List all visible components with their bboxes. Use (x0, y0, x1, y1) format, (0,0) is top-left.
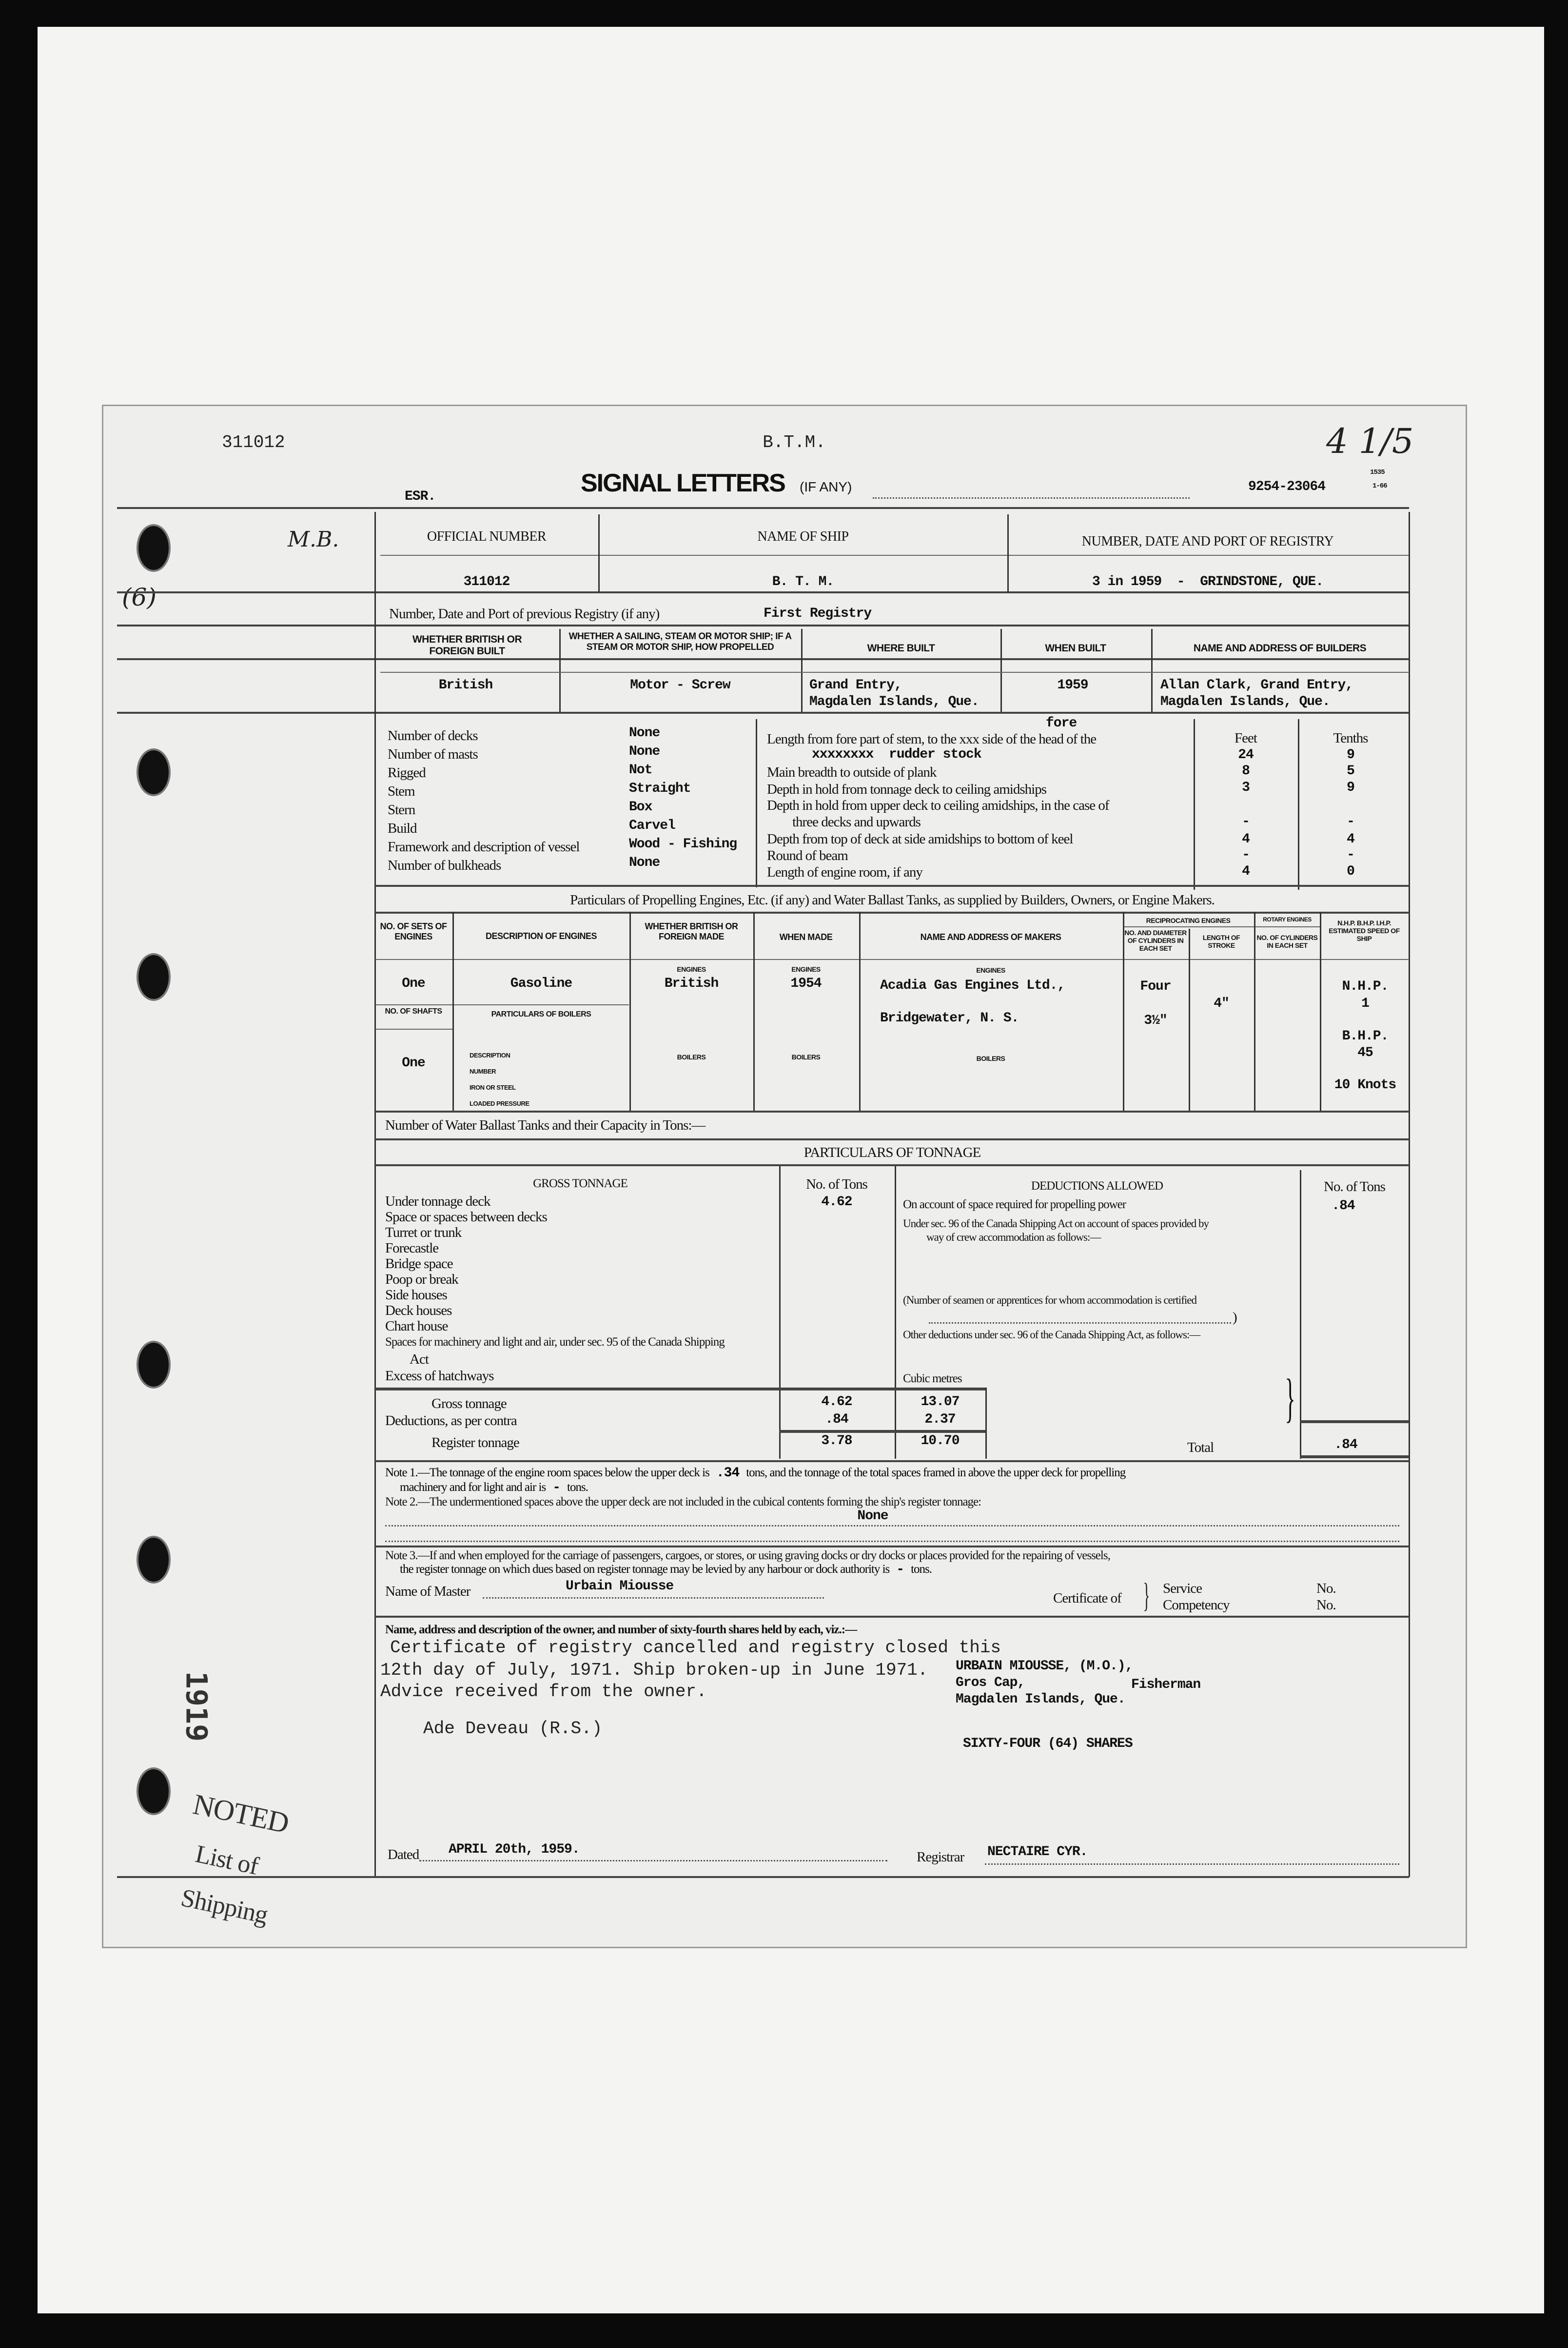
noted-stamp: NOTED (190, 1788, 292, 1839)
col-rule (1000, 629, 1002, 712)
rule (117, 591, 1409, 593)
deductions-tons-header: No. of Tons (1324, 1179, 1385, 1194)
note1-engine-room-tons: .34 (716, 1466, 740, 1481)
file-number: 311012 (222, 432, 285, 452)
nhp-label: N.H.P. (1342, 979, 1389, 994)
ship-name-header: NAME OF SHIP (757, 529, 849, 544)
particular-value: Carvel (629, 818, 675, 833)
particular-value: None (629, 725, 660, 741)
note2-value: None (857, 1508, 888, 1524)
noted-stamp-line3: Shipping (178, 1883, 270, 1930)
dated-line (419, 1860, 887, 1861)
note1: Note 1.—The tonnage of the engine room spaces below the upper deck is (385, 1466, 709, 1479)
handwritten-folio: 4 1/5 (1326, 421, 1414, 461)
propulsion-header: WHETHER A SAILING, STEAM OR MOTOR SHIP; IF A STEAM OR MOTOR SHIP, HOW PROPELLED (568, 631, 792, 652)
owner-place: Gros Cap, (956, 1675, 1025, 1690)
col-rule (452, 912, 454, 1111)
boilers-header: PARTICULARS OF BOILERS (491, 1010, 591, 1018)
col-rule (1189, 929, 1190, 1111)
owner-region: Magdalen Islands, Que. (956, 1692, 1125, 1707)
rule (380, 672, 1409, 673)
owner-name: URBAIN MIOUSSE, (M.O.), (956, 1659, 1133, 1674)
gross-row-label: Excess of hatchways (385, 1368, 494, 1384)
seamen-close: ) (1233, 1310, 1237, 1325)
seamen-certified-label: (Number of seamen or apprentices for whom accommodation is certified (903, 1294, 1196, 1306)
register-tonnage-m3: 10.70 (921, 1433, 960, 1448)
under-deck-tons: 4.62 (821, 1194, 852, 1210)
tons-label: tons. (567, 1481, 588, 1494)
description-header: DESCRIPTION OF ENGINES (485, 931, 597, 941)
col-rule (1298, 719, 1299, 890)
tonnage-title: PARTICULARS OF TONNAGE (804, 1145, 981, 1160)
made-in-header: WHETHER BRITISH OR FOREIGN MADE (645, 921, 738, 941)
dimension-label: Depth in hold from tonnage deck to ceiling amidships (767, 782, 1046, 797)
diameter-header: NO. AND DIAMETER OF CYLINDERS IN EACH SET (1124, 929, 1187, 953)
nhp-value: 1 (1361, 996, 1369, 1011)
closure-signature: Ade Deveau (R.S.) (423, 1719, 603, 1739)
gross-row-label: Turret or trunk (385, 1225, 462, 1240)
form-left-border (374, 512, 376, 1877)
punch-hole (137, 1536, 171, 1584)
owners-label: Name, address and description of the owner, and number of sixty-fourth shares held by each, viz.:— (385, 1623, 857, 1636)
note1-line-2 (400, 1481, 588, 1495)
particular-label: Rigged (388, 765, 426, 781)
service-label: Service (1163, 1581, 1202, 1596)
boiler-pressure-field: LOADED PRESSURE (470, 1100, 529, 1107)
builder-1: Allan Clark, Grand Entry, (1160, 678, 1353, 693)
registrar-label: Registrar (917, 1849, 964, 1865)
col-rule (985, 1388, 987, 1459)
note1-machinery: machinery and for light and air is (400, 1481, 546, 1494)
dated-label: Dated (388, 1847, 419, 1862)
note3-line-2 (400, 1563, 932, 1577)
master-line (483, 1597, 824, 1599)
rule (117, 1876, 1409, 1878)
closure-line-3: Advice received from the owner. (380, 1682, 707, 1702)
engines-tag: ENGINES (976, 966, 1005, 974)
reciprocating-header: RECIPROCATING ENGINES (1146, 917, 1231, 924)
tenths-header: Tenths (1333, 730, 1368, 746)
british-built-header: WHETHER BRITISH OR FOREIGN BUILT (412, 634, 522, 657)
engine-when-made: 1954 (790, 976, 822, 991)
brace: } (1143, 1577, 1150, 1614)
rule (375, 1111, 1409, 1113)
rotary-header: ROTARY ENGINES (1263, 916, 1312, 923)
signal-letters-line (873, 497, 1190, 499)
previous-registry-label: Number, Date and Port of previous Registry (if any) (389, 606, 660, 622)
gross-row-label: Under tonnage deck (385, 1194, 490, 1209)
competency-no-label: No. (1316, 1597, 1336, 1613)
tons-header: No. of Tons (806, 1176, 867, 1192)
punch-hole (137, 524, 171, 572)
punch-hole (137, 748, 171, 796)
master-label: Name of Master (385, 1584, 470, 1599)
dimension-feet: 3 (1242, 780, 1250, 795)
rule (117, 658, 1409, 660)
col-rule (1151, 629, 1153, 712)
gross-row-label: Poop or break (385, 1272, 458, 1287)
rule (375, 1164, 1409, 1166)
corner-stamp-bottom: 1-66 (1372, 482, 1387, 490)
dimension-label: Main breadth to outside of plank (767, 764, 937, 780)
gross-tonnage-header: GROSS TONNAGE (533, 1177, 627, 1190)
rotary-cylinders-header: NO. OF CYLINDERS IN EACH SET (1256, 934, 1318, 950)
competency-label: Competency (1163, 1597, 1230, 1613)
col-rule (1007, 514, 1009, 592)
gross-row-label: Chart house (385, 1318, 448, 1334)
deduction-sec96-label: Under sec. 96 of the Canada Shipping Act on account of spaces provided by (903, 1217, 1209, 1230)
certificate-label: Certificate of (1053, 1590, 1121, 1606)
register-tonnage-tons: 3.78 (821, 1433, 852, 1448)
dimension-tenths: 9 (1347, 747, 1354, 763)
gross-row-label: Bridge space (385, 1256, 453, 1272)
particular-value: None (629, 744, 660, 759)
col-rule (1254, 912, 1255, 1111)
engine-maker-2: Bridgewater, N. S. (880, 1011, 1019, 1026)
dimension-label-cont: three decks and upwards (792, 814, 921, 830)
sets-header: NO. OF SETS OF ENGINES (380, 921, 447, 941)
total-tons: .84 (1334, 1437, 1357, 1452)
makers-header: NAME AND ADDRESS OF MAKERS (920, 932, 1061, 942)
owner-shares: SIXTY-FOUR (64) SHARES (963, 1736, 1133, 1751)
bhp-value: 45 (1357, 1045, 1373, 1060)
particular-label: Build (388, 821, 417, 836)
note1-cont: tons, and the tonnage of the total spaces framed in above the upper deck for propelling (746, 1466, 1126, 1479)
engines-tag: ENGINES (677, 965, 706, 973)
deduction-sec96-label-cont: way of crew accommodation as follows:— (926, 1231, 1101, 1243)
engine-made-in: British (664, 976, 719, 991)
rule (375, 885, 1409, 887)
ship-name: B. T. M. (772, 574, 834, 589)
col-rule (559, 629, 561, 712)
seamen-field[interactable] (929, 1322, 1231, 1324)
rule (375, 1616, 1409, 1618)
boiler-description-field: DESCRIPTION (470, 1052, 510, 1059)
deduction-propelling-label: On account of space required for propelling power (903, 1198, 1126, 1211)
reference-number: 9254-23064 (1248, 479, 1326, 494)
signal-letters-if-any: (IF ANY) (800, 479, 852, 494)
when-made-header: WHEN MADE (779, 932, 833, 942)
rule (375, 1546, 1409, 1547)
col-rule (753, 912, 755, 1111)
note2: Note 2.—The undermentioned spaces above the upper deck are not included in the cubical contents forming the ship's register tonnage: (385, 1495, 981, 1508)
british-built: British (438, 678, 493, 693)
dimension-label: Length of engine room, if any (767, 864, 922, 880)
deductions-contra-tons: .84 (825, 1412, 848, 1427)
rule (117, 507, 1409, 509)
col-rule (801, 629, 803, 712)
dimension-label-cont: xxxxxxxx rudder stock (812, 747, 981, 762)
particular-label: Stern (388, 802, 415, 818)
gross-row-label: Act (410, 1351, 429, 1367)
engines-title: Particulars of Propelling Engines, Etc. (if any) and Water Ballast Tanks, as supplied by Builders, Owners, or Engine Makers. (570, 892, 1215, 908)
gross-tonnage-tons: 4.62 (821, 1394, 852, 1409)
note1-light-air-tons: - (552, 1480, 561, 1495)
note3-tons: - (896, 1562, 904, 1577)
official-number: 311012 (463, 574, 510, 589)
col-rule (1300, 1170, 1301, 1459)
where-built-header: WHERE BUILT (867, 643, 935, 654)
particular-value: None (629, 855, 660, 870)
deductions-contra-m3: 2.37 (924, 1412, 956, 1427)
gross-row-label: Deck houses (385, 1303, 452, 1318)
ship-short-name: B.T.M. (763, 432, 826, 452)
estimated-speed: 10 Knots (1334, 1077, 1396, 1093)
stroke-header: LENGTH OF STROKE (1202, 934, 1240, 950)
engine-maker-1: Acadia Gas Engines Ltd., (880, 978, 1065, 993)
service-no-label: No. (1316, 1581, 1336, 1596)
particular-label: Number of masts (388, 746, 478, 762)
fore-insert: fore (1046, 716, 1077, 731)
corner-stamp-top: 1535 (1370, 469, 1385, 476)
where-built-1: Grand Entry, (809, 678, 902, 693)
rule (375, 1388, 985, 1390)
builder-2: Magdalen Islands, Que. (1160, 694, 1330, 709)
shafts-value: One (402, 1056, 425, 1071)
note3: Note 3.—If and when employed for the carriage of passengers, cargoes, or stores, or using graving docks or dry docks or places provided for the repairing of vessels, (385, 1549, 1110, 1562)
dimension-tenths: 4 (1347, 832, 1354, 847)
margin-stamp-number: 1919 (179, 1671, 214, 1742)
boilers-tag: BOILERS (976, 1055, 1005, 1062)
cubic-metres-label: Cubic metres (903, 1372, 962, 1385)
punch-hole (137, 1341, 171, 1389)
dimension-tenths: 0 (1347, 864, 1354, 879)
water-ballast-label: Number of Water Ballast Tanks and their Capacity in Tons:— (385, 1117, 706, 1133)
gross-row-label: Side houses (385, 1287, 447, 1303)
closure-line-2: 12th day of July, 1971. Ship broken-up in June 1971. (380, 1660, 928, 1680)
particular-value: Box (629, 800, 652, 815)
shafts-header: NO. OF SHAFTS (385, 1007, 442, 1016)
rule (779, 1430, 985, 1433)
note2-line (385, 1525, 1399, 1526)
col-rule (1320, 912, 1321, 1111)
punch-hole (137, 1767, 171, 1815)
dimension-label: Length from fore part of stem, to the xxx side of the head of the (767, 731, 1097, 747)
col-rule (756, 719, 757, 887)
dimension-feet: 8 (1242, 763, 1250, 779)
dimension-feet: - (1242, 814, 1250, 829)
dimension-feet: 24 (1238, 747, 1254, 763)
rule (117, 712, 1409, 714)
engine-cylinders: Four (1140, 979, 1171, 994)
register-tonnage-label: Register tonnage (431, 1435, 519, 1450)
boilers-tag: BOILERS (677, 1053, 706, 1061)
power-header: N.H.P. B.H.P. I.H.P. ESTIMATED SPEED OF SHIP (1329, 919, 1400, 943)
rule (1300, 1420, 1409, 1423)
dimension-tenths: 5 (1347, 763, 1354, 779)
col-rule (598, 514, 600, 592)
particular-label: Number of bulkheads (388, 858, 501, 873)
owner-occupation: Fisherman (1131, 1677, 1201, 1692)
gross-row-label: Spaces for machinery and light and air, under sec. 95 of the Canada Shipping (385, 1335, 725, 1349)
boiler-material-field: IRON OR STEEL (470, 1084, 516, 1091)
deductions-header: DEDUCTIONS ALLOWED (1031, 1179, 1163, 1193)
previous-registry-value: First Registry (764, 606, 872, 621)
note1-line (385, 1467, 1125, 1480)
dimension-label: Depth in hold from upper deck to ceiling amidships, in the case of (767, 798, 1109, 813)
col-rule (779, 1166, 781, 1459)
rule (375, 1138, 1409, 1140)
engine-diameter: 3½" (1144, 1013, 1167, 1028)
gross-row-label: Space or spaces between decks (385, 1209, 547, 1225)
gross-tonnage-m3: 13.07 (921, 1394, 960, 1409)
noted-stamp-line2: List of (193, 1840, 261, 1880)
registrar-name: NECTAIRE CYR. (987, 1844, 1088, 1859)
signal-letters-label: SIGNAL LETTERS (581, 469, 785, 497)
total-label: Total (1187, 1440, 1214, 1455)
note3-cont: the register tonnage on which dues based on register tonnage may be levied by any harbour or dock authority is (400, 1563, 890, 1576)
rule (380, 555, 1409, 556)
punch-hole (137, 953, 171, 1001)
particular-label: Framework and description of vessel (388, 839, 580, 855)
particular-value: Straight (629, 781, 691, 796)
dimension-tenths: 9 (1347, 780, 1354, 795)
engine-stroke: 4" (1214, 996, 1229, 1011)
particular-value: Not (629, 763, 652, 778)
rule (1300, 1455, 1409, 1458)
deduction-propelling-tons: .84 (1332, 1198, 1355, 1213)
particular-label: Number of decks (388, 728, 478, 744)
deductions-contra-label: Deductions, as per contra (385, 1413, 517, 1428)
builders-header: NAME AND ADDRESS OF BUILDERS (1193, 643, 1367, 654)
master-name: Urbain Miousse (566, 1579, 674, 1594)
dimension-feet: 4 (1242, 864, 1250, 879)
engine-sets: One (402, 976, 425, 991)
rule (117, 625, 1409, 626)
dimension-tenths: - (1347, 847, 1354, 862)
where-built-2: Magdalen Islands, Que. (809, 694, 979, 709)
col-rule (895, 1166, 896, 1459)
dimension-label: Round of beam (767, 848, 848, 863)
dimension-feet: - (1242, 847, 1250, 862)
official-number-header: OFFICIAL NUMBER (427, 529, 547, 544)
particular-label: Stem (388, 783, 415, 799)
rule (375, 1460, 1409, 1462)
propulsion: Motor - Screw (630, 678, 730, 693)
dimension-feet: 4 (1242, 832, 1250, 847)
col-rule (859, 912, 861, 1111)
bhp-label: B.H.P. (1342, 1029, 1389, 1044)
closure-line-1: Certificate of registry cancelled and registry closed this (390, 1638, 1001, 1658)
rule (1123, 926, 1320, 927)
col-rule (629, 912, 631, 1111)
registrar-line (985, 1863, 1399, 1865)
margin-initials: M.B. (288, 527, 339, 552)
registry-header: NUMBER, DATE AND PORT OF REGISTRY (1081, 534, 1334, 549)
dated-value: APRIL 20th, 1959. (449, 1842, 580, 1857)
when-built-header: WHEN BUILT (1045, 643, 1106, 654)
brace: } (1285, 1368, 1295, 1428)
gross-row-label: Forecastle (385, 1240, 439, 1256)
boiler-number-field: NUMBER (470, 1068, 496, 1075)
dimension-tenths: - (1347, 814, 1354, 829)
particular-value: Wood - Fishing (629, 837, 737, 852)
feet-header: Feet (1235, 730, 1257, 746)
rule (375, 1004, 629, 1005)
registry-number-date-port: 3 in 1959 - GRINDSTONE, QUE. (1092, 574, 1324, 589)
form-right-border (1409, 512, 1410, 1877)
engine-description: Gasoline (510, 976, 572, 991)
other-deductions-label: Other deductions under sec. 96 of the Canada Shipping Act, as follows:— (903, 1329, 1200, 1341)
margin-mark: (6) (122, 583, 157, 611)
boilers-tag: BOILERS (791, 1053, 821, 1061)
dimension-label: Depth from top of deck at side amidships to bottom of keel (767, 831, 1073, 847)
note2-line (385, 1541, 1399, 1542)
gross-tonnage-label: Gross tonnage (431, 1396, 507, 1411)
tons-label: tons. (911, 1563, 932, 1576)
col-rule (1194, 719, 1195, 890)
rule (375, 1029, 452, 1030)
signal-letters-value: ESR. (405, 489, 436, 504)
when-built: 1959 (1057, 678, 1088, 693)
engines-tag: ENGINES (791, 965, 821, 973)
